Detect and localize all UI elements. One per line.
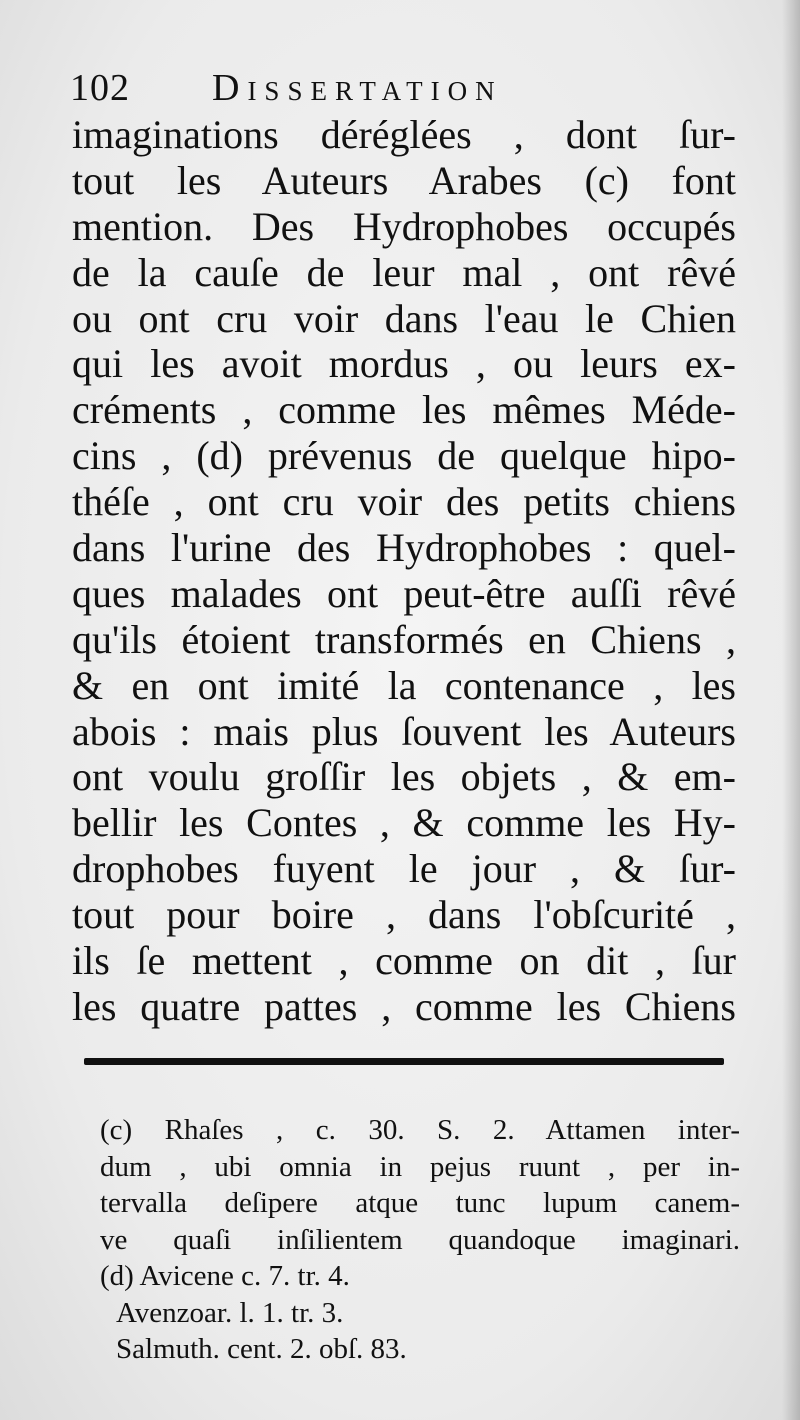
footnote-d-line: Salmuth. cent. 2. obſ. 83. xyxy=(116,1333,407,1365)
body-line: imaginations déréglées , dont ſur- xyxy=(72,112,736,157)
body-line: & en ont imité la contenance , les xyxy=(72,662,736,708)
footnote-c-line: dum , ubi omnia in pejus ruunt , per in- xyxy=(100,1150,740,1183)
body-line: qu'ils étoient transformés en Chiens , xyxy=(72,616,736,662)
body-line: les quatre pattes , comme les Chiens xyxy=(72,983,736,1029)
body-line: de la cauſe de leur mal , ont rêvé xyxy=(72,249,736,295)
body-line: abois : mais plus ſouvent les Auteurs xyxy=(72,708,736,754)
page-header xyxy=(70,62,730,114)
footnote-c-line: (c) Rhaſes , c. 30. S. 2. Attamen inter- xyxy=(100,1114,740,1146)
body-line: mention. Des Hydrophobes occupés xyxy=(72,203,736,249)
body-line: qui les avoit mordus , ou leurs ex- xyxy=(72,341,736,387)
body-line: bellir les Contes , & comme les Hy- xyxy=(72,800,736,846)
footnote-c-line: tervalla deſipere atque tunc lupum canem- xyxy=(100,1187,740,1219)
body-line: ou ont cru voir dans l'eau le Chien xyxy=(72,295,736,341)
body-line: cins , (d) prévenus de quelque hipo- xyxy=(72,433,736,479)
footnote-d-line: (d) Avicene c. 7. tr. 4. xyxy=(100,1260,350,1292)
footnote-rule xyxy=(84,1058,724,1065)
body-line: tout les Auteurs Arabes (c) font xyxy=(72,157,736,203)
footnote-c-line: ve quaſi inſilientem quandoque imaginari. xyxy=(100,1223,740,1256)
body-line: ques malades ont peut-être auſſi rêvé xyxy=(72,570,736,616)
page-number: 102 xyxy=(70,67,130,109)
footnote-d-line: Avenzoar. l. 1. tr. 3. xyxy=(116,1296,344,1329)
body-line: drophobes fuyent le jour , & ſur- xyxy=(72,846,736,892)
body-line: théſe , ont cru voir des petits chiens xyxy=(72,479,736,525)
running-head: Dissertation xyxy=(212,67,503,109)
body-text xyxy=(72,112,736,1030)
body-line: dans l'urine des Hydrophobes : quel- xyxy=(72,525,736,571)
body-line: créments , comme les mêmes Méde- xyxy=(72,387,736,433)
footnotes xyxy=(100,1112,740,1368)
body-line: tout pour boire , dans l'obſcurité , xyxy=(72,892,736,938)
body-line: ils ſe mettent , comme on dit , ſur xyxy=(72,938,736,984)
body-line: ont voulu groſſir les objets , & em- xyxy=(72,754,736,800)
page-edge-shadow xyxy=(782,0,800,1420)
